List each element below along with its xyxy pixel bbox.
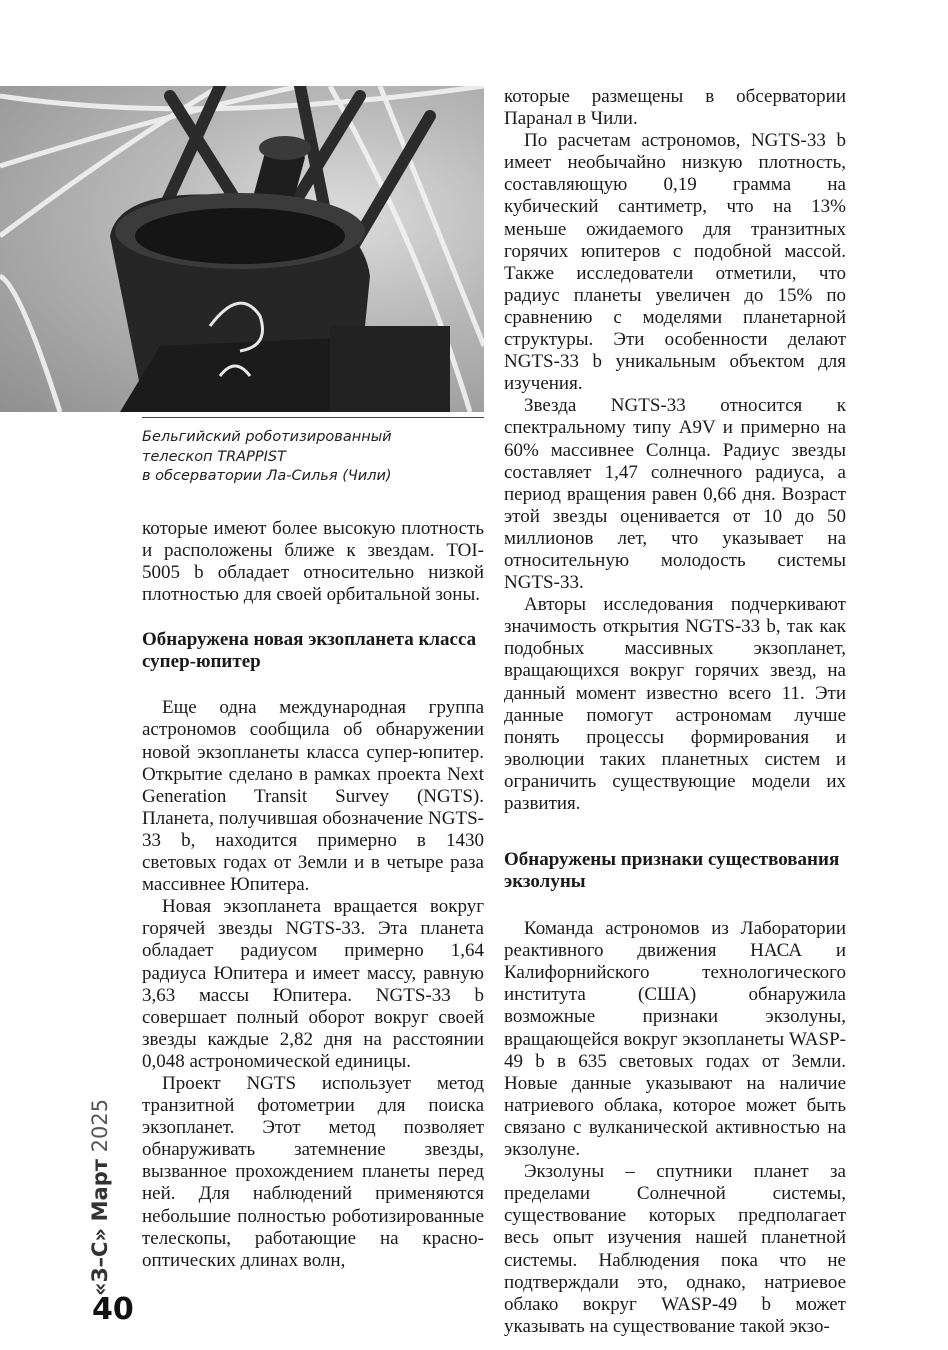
issue-month: Март bbox=[88, 1159, 112, 1222]
paragraph: Авторы исследования подчеркивают значимость открытия NGTS-33 b, так как подобных массивных экзопланет, вращающихся вокруг горячих звезд, на данный момент известно всего 11. Эти данные помогут астрономам лучше понять процессы формирования и эволюции таких планетных систем и ограничить существующие модели их развития. bbox=[504, 594, 846, 814]
continuation-paragraph: которые имеют более высокую плотность и расположены ближе к звездам. TOI-5005 b обладает относительно низкой плотностью для своей орбитальной зоны. bbox=[142, 518, 484, 606]
caption-line: Бельгийский роботизированный bbox=[142, 429, 392, 445]
telescope-illustration bbox=[0, 86, 484, 412]
paragraph: Еще одна международная группа астрономов сообщила об обнаружении новой экзопланеты класса супер-юпитер. Открытие сделано в рамках проекта Next Generation Transit Survey (NGTS). Планета, получившая обозначение NGTS-33 b, находится примерно в 1430 световых годах от Земли и в четыре раза массивнее Юпитера. bbox=[142, 697, 484, 896]
photo-caption bbox=[142, 428, 482, 487]
paragraph: Звезда NGTS-33 относится к спектральному типу A9V и примерно на 60% массивнее Солнца. Радиус звезды составляет 1,47 солнечного радиуса, а период вращения равен 0,66 дня. Возраст этой звезды оценивается от 10 до 50 миллионов лет, что указывает на относительную молодость системы NGTS-33. bbox=[504, 395, 846, 594]
section-heading-super-jupiter: Обнаружена новая экзопланета класса супер-юпитер bbox=[142, 629, 477, 673]
magazine-name: «З–С» bbox=[88, 1228, 112, 1296]
continuation-paragraph: которые размещены в обсерватории Паранал в Чили. bbox=[504, 86, 846, 130]
paragraph: Новая экзопланета вращается вокруг горячей звезды NGTS-33. Эта планета обладает радиусом примерно 1,64 радиуса Юпитера и имеет массу, равную 3,63 массы Юпитера. NGTS-33 b совершает полный оборот вокруг своей звезды каждые 2,82 дня на расстоянии 0,048 астрономической единицы. bbox=[142, 896, 484, 1072]
right-column bbox=[504, 86, 846, 1338]
caption-line: телескоп TRAPPIST bbox=[142, 448, 286, 465]
caption-divider bbox=[142, 417, 484, 418]
paragraph: Проект NGTS использует метод транзитной фотометрии для поиска экзопланет. Этот метод позволяет обнаруживать затемнение звезды, вызванное прохождением планеты перед ней. Для наблюдений применяются небольшие полностью роботизированные телескопы, работающие на красно-оптических длинах волн, bbox=[142, 1072, 484, 1271]
telescope-photo bbox=[0, 86, 484, 412]
paragraph: Экзолуны – спутники планет за пределами Солнечной системы, существование которых предполагает весь опыт изучения нашей планетной системы. Наблюдения пока что не подтверждали это, однако, натриевое облако вокруг WASP-49 b может указывать на существование такой экзо- bbox=[504, 1161, 846, 1337]
running-footer bbox=[88, 1099, 112, 1296]
paragraph: Команда астрономов из Лаборатории реактивного движения НАСА и Калифорнийского технологического института (США) обнаружила возможные признаки экзолуны, вращающейся вокруг экзопланеты WASP-49 b в 635 световых годах от Земли. Новые данные указывают на наличие натриевого облака, которое может быть связано с вулканической активностью на экзолуне. bbox=[504, 918, 846, 1161]
page-number: 40 bbox=[92, 1292, 134, 1327]
section-heading-exomoon: Обнаружены признаки существования экзолуны bbox=[504, 849, 840, 893]
left-column bbox=[142, 518, 484, 1272]
caption-line: в обсерватории Ла-Силья (Чили) bbox=[142, 468, 392, 484]
paragraph: По расчетам астрономов, NGTS-33 b имеет необычайно низкую плотность, составляющую 0,19 грамма на кубический сантиметр, что на 13% меньше ожидаемого для транзитных горячих юпитеров с подобной массой. Также исследователи отметили, что радиус планеты увеличен до 15% по сравнению с моделями планетарной структуры. Эти особенности делают NGTS-33 b уникальным объектом для изучения. bbox=[504, 130, 846, 395]
issue-year: 2025 bbox=[88, 1098, 112, 1153]
